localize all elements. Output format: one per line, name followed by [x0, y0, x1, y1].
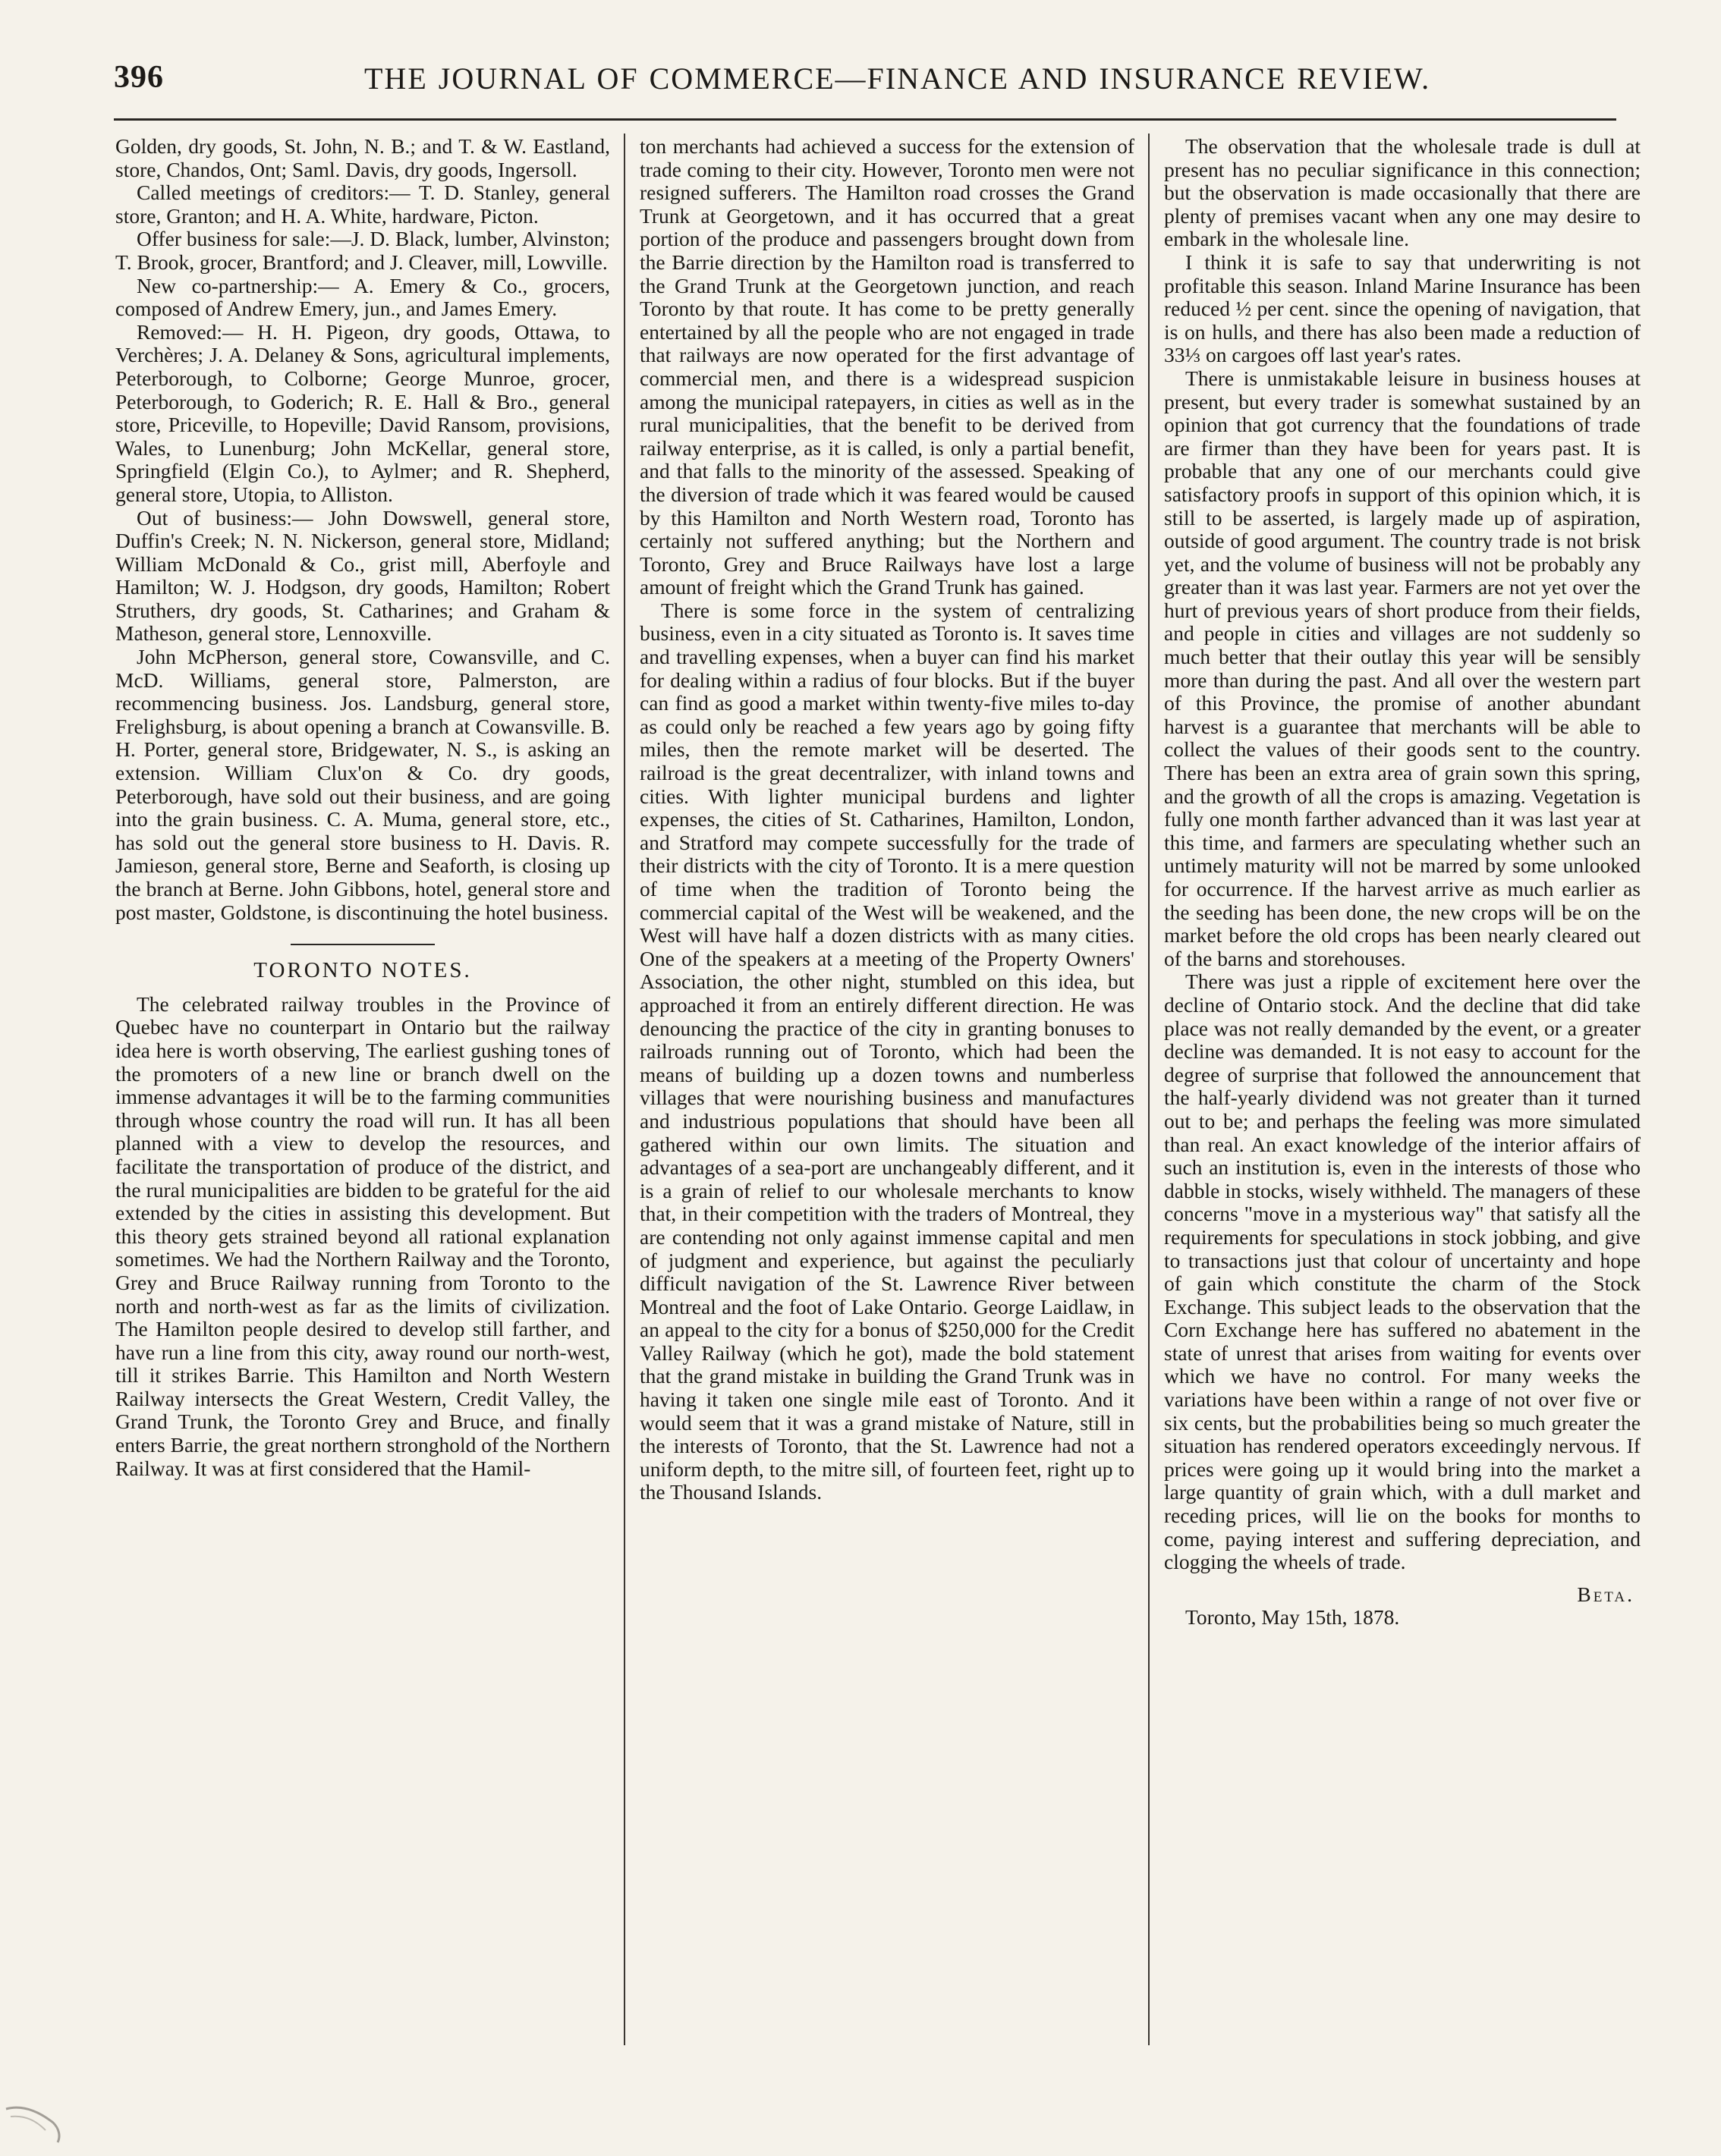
header-rule	[114, 118, 1616, 121]
paragraph: The celebrated railway troubles in the Province of Quebec have no counterpart in Ontario but the railway idea here is worth observing, The earliest gushing tones of the promoters of a new line or branch dwell on the immense advantages it will be to the farming communities through whose country the road will run. It has all been planned with a view to develop the resources, and facilitate the transportation of produce of the district, and the rural municipalities are bidden to be grateful for the aid extended by the cities in assisting this development. But this theory gets strained beyond all rational explanation sometimes. We had the Northern Railway and the Toronto, Grey and Bruce Railway running from Toronto to the north and north-west as far as the limits of civilization. The Hamilton people desired to develop still farther, and have run a line from this city, away round our north-west, till it strikes Barrie. This Hamilton and North Western Railway intersects the Great Western, Credit Valley, the Grand Trunk, the Toronto Grey and Bruce, and finally enters Barrie, the great northern stronghold of the Northern Railway. It was at first considered that the Hamil-	[115, 992, 610, 1480]
paragraph: There is unmistakable leisure in business houses at present, but every trader is somewhat sustained by an opinion that got currency that the foundations of trade are firmer than they have been for years past. It is probable that any one of our merchants could give satisfactory proofs in support of this opinion which, it is still to be asserted, is largely made up of aspiration, outside of good argument. The country trade is not brisk yet, and the volume of business will not be probably any greater than it was last year. Farmers are not yet over the hurt of previous years of short produce from their fields, and people in cities and villages are not suddenly so much better that their outlay this year will be sensibly more than during the past. And all over the western part of this Province, the promise of another abundant harvest is a guarantee that merchants will be able to collect the values of their goods sent to the country. There has been an extra area of grain sown this spring, and the growth of all the crops is amazing. Vegetation is fully one month farther advanced than it was last year at this time, and farmers are speculating whether such an untimely maturity will not be marred by some unlooked for occurrence. If the harvest arrive as much earlier as the seeding has been done, the new crops will be on the market before the old crops has been nearly cleared out of the barns and storehouses.	[1164, 366, 1641, 970]
section-rule	[291, 944, 435, 945]
column-divider	[624, 134, 625, 2045]
paragraph: I think it is safe to say that underwriting is not profitable this season. Inland Marine Insurance has been reduced ½ per cent. since the opening of navigation, that is on hulls, and there has also been made a reduction of 33⅓ on cargoes off last year's rates.	[1164, 250, 1641, 367]
paragraph: There was just a ripple of excitement here over the decline of Ontario stock. And the decline that did take place was not really demanded by the event, or a greater decline was demanded. It is not easy to account for the degree of surprise that followed the announcement that the half-yearly dividend was not greater than it turned out to be; and perhaps the feeling was more simulated than real. An exact knowledge of the interior affairs of such an institution is, even in the interests of those who dabble in stocks, wisely withheld. The managers of these concerns "move in a mysterious way" that satisfy all the requirements for speculations in stock jobbing, and give to transactions just that colour of uncertainty and hope of gain which constitute the charm of the Stock Exchange. This subject leads to the observation that the Corn Exchange here has suffered no abatement in the state of unrest that arises from waiting for events over which we have no control. For many weeks the variations have been within a range of not over five or six cents, but the probabilities being so much greater the situation has rendered operators exceedingly nervous. If prices were going up it would bring into the market a large quantity of grain which, with a dull market and receding prices, will lie on the books for months to come, paying interest and suffering depreciation, and clogging the wheels of trade.	[1164, 970, 1641, 1574]
paragraph: Golden, dry goods, St. John, N. B.; and T. & W. Eastland, store, Chandos, Ont; Saml. Davis, dry goods, Ingersoll.	[115, 135, 610, 181]
left-column	[115, 135, 610, 2039]
page-header	[114, 59, 1616, 105]
paragraph: Called meetings of creditors:— T. D. Stanley, general store, Granton; and H. A. White, hardware, Picton.	[115, 181, 610, 228]
paragraph: New co-partnership:— A. Emery & Co., grocers, composed of Andrew Emery, jun., and James Emery.	[115, 273, 610, 321]
paragraph: Removed:— H. H. Pigeon, dry goods, Ottawa, to Verchères; J. A. Delaney & Sons, agricultural implements, Peterborough, to Colborne; George Munroe, grocer, Peterborough, to Goderich; R. E. Hall & Bro., general store, Priceville, to Hopeville; David Ransom, provisions, Wales, to Lunenburg; John McKellar, general store, Springfield (Elgin Co.), to Aylmer; and R. Shepherd, general store, Utopia, to Alliston.	[115, 319, 610, 506]
signature: Beta.	[1577, 1582, 1634, 1606]
paragraph: Out of business:— John Dowswell, general store, Duffin's Creek; N. N. Nickerson, general store, Midland; William McDonald & Co., grist mill, Aberfoyle and Hamilton; W. J. Hodgson, dry goods, Hamilton; Robert Struthers, dry goods, St. Catharines; and Graham & Matheson, general store, Lennoxville.	[115, 505, 610, 646]
page-number: 396	[114, 60, 164, 95]
paragraph: The observation that the wholesale trade is dull at present has no peculiar significance in this connection; but the observation is made occasionally that there are plenty of premises vacant when any one may desire to embark in the wholesale line.	[1164, 135, 1641, 251]
scan-smudge	[0, 2094, 91, 2147]
middle-column	[640, 135, 1134, 2039]
paragraph: ton merchants had achieved a success for the extension of trade coming to their city. However, Toronto men were not resigned sufferers. The Hamilton road crosses the Grand Trunk at Georgetown, and it has occurred that a great portion of the produce and passengers brought down from the Barrie direction by the Hamilton road is transferred to the Grand Trunk at the Georgetown junction, and reach Toronto by that route. It has come to be pretty generally entertained by all the people who are not engaged in trade that railways are now operated for the first advantage of commercial men, and there is a widespread suspicion among the municipal ratepayers, in cities as well as in the rural municipalities, that the benefit to be derived from railway enterprise, as it is called, is only a partial benefit, and that falls to the minority of the assessed. Speaking of the diversion of trade which it was feared would be caused by this Hamilton and North Western road, Toronto has certainly not suffered anything; but the Northern and Toronto, Grey and Bruce Railways have lost a large amount of freight which the Grand Trunk has gained.	[640, 135, 1134, 599]
section-heading: TORONTO NOTES.	[253, 958, 472, 983]
paragraph: Offer business for sale:—J. D. Black, lumber, Alvinston; T. Brook, grocer, Brantford; and J. Cleaver, mill, Lowville.	[115, 227, 610, 274]
paragraph: John McPherson, general store, Cowansville, and C. McD. Williams, general store, Palmerston, are recommencing business. Jos. Landsburg, general store, Frelighsburg, is about opening a branch at Cowansville. B. H. Porter, general store, Bridgewater, N. S., is asking an extension. William Clux'on & Co. dry goods, Peterborough, have sold out their business, and are going into the grain business. C. A. Muma, general store, etc., has sold out the general store business to H. Davis. R. Jamieson, general store, Berne and Seaforth, is closing up the branch at Berne. John Gibbons, hotel, general store and post master, Goldstone, is discontinuing the hotel business.	[115, 645, 610, 924]
dateline: Toronto, May 15th, 1878.	[1185, 1605, 1400, 1630]
column-divider	[1148, 134, 1150, 2045]
paragraph: There is some force in the system of centralizing business, even in a city situated as Toronto is. It saves time and travelling expenses, when a buyer can find his market for dealing within a radius of four blocks. But if the buyer can find as good a market within twenty-five miles to-day as could only be reached a few years ago by going fifty miles, then the remote market will be deserted. The railroad is the great decentralizer, with inland towns and cities. With lighter municipal burdens and lighter expenses, the cities of St. Catharines, Hamilton, London, and Stratford may compete successfully for the trade of their districts with the city of Toronto. It is a mere question of time when the tradition of Toronto being the commercial capital of the West will be weakened, and the West will have half a dozen districts with as many cities. One of the speakers at a meeting of the Property Owners' Association, the other night, stumbled on this idea, but approached it from an entirely different direction. He was denouncing the practice of the city in granting bonuses to railroads running out of Toronto, which had been the means of building up a dozen towns and numberless villages that were nourishing business and manufactures and industrious populations that should have been all gathered within our own limits. The situation and advantages of a sea-port are unchangeably different, and it is a grain of relief to our wholesale merchants to know that, in their competition with the traders of Montreal, they are contending not only against immense capital and men of judgment and experience, but against the peculiarly difficult navigation of the St. Lawrence River between Montreal and the foot of Lake Ontario. George Laidlaw, in an appeal to the city for a bonus of $250,000 for the Credit Valley Railway (which he got), made the bold statement that the grand mistake in building the Grand Trunk was in having it taken one single mile east of Toronto. And it would seem that it was a grand mistake of Nature, still in the interests of Toronto, that the St. Lawrence had not a uniform depth, to the mitre sill, of fourteen feet, right up to the Thousand Islands.	[640, 598, 1134, 1504]
running-title: THE JOURNAL OF COMMERCE—FINANCE AND INSURANCE REVIEW.	[364, 61, 1431, 96]
right-column	[1164, 135, 1641, 2039]
